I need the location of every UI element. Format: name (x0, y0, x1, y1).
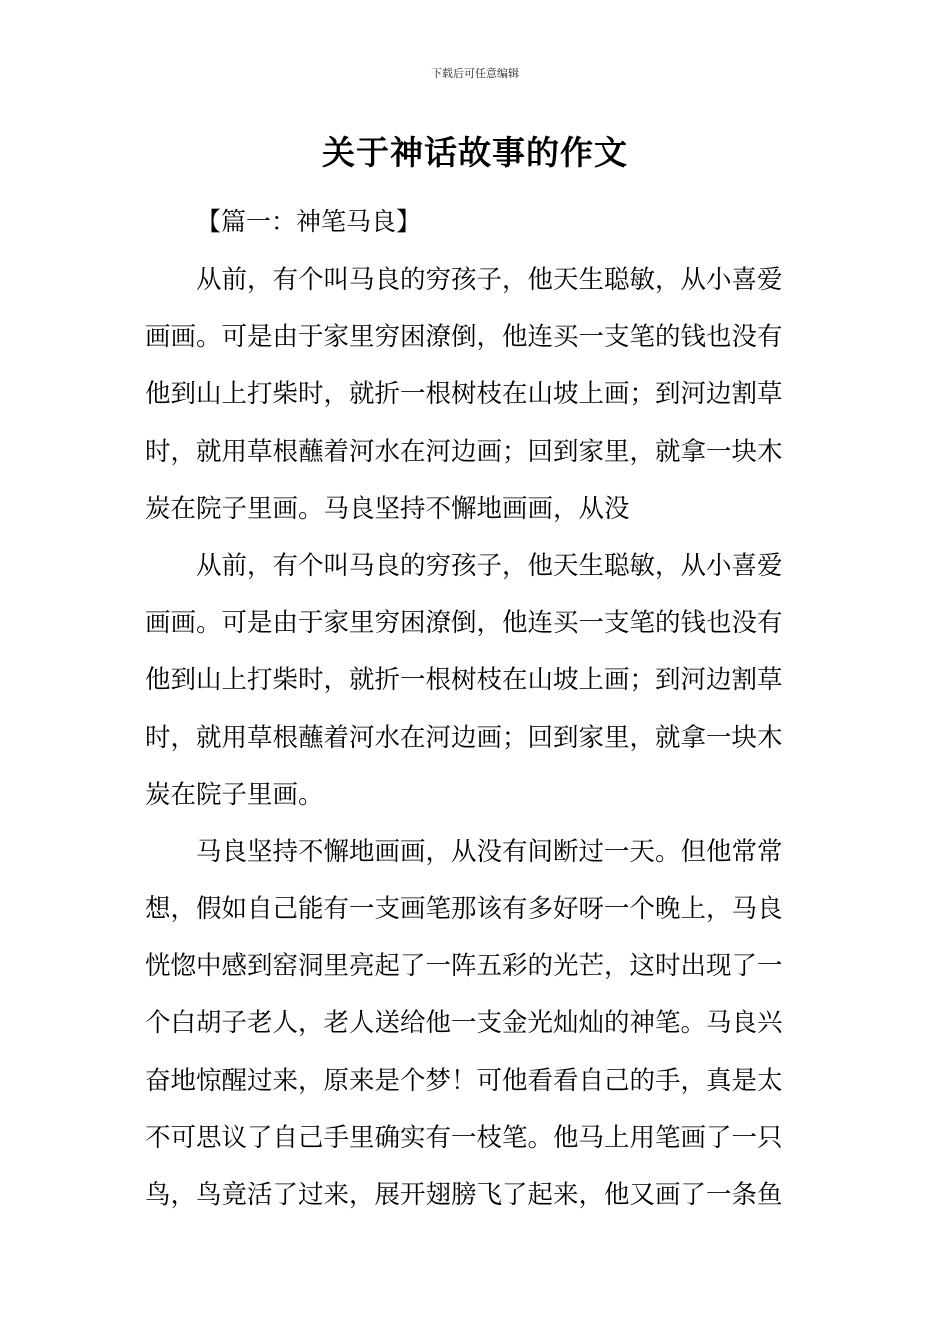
text-line: 他到山上打柴时，就折一根树枝在山坡上画；到河边割草 (145, 379, 783, 410)
text-line: 画画。可是由于家里穷困潦倒，他连买一支笔的钱也没有 (145, 322, 783, 353)
text-line: 想，假如自己能有一支画笔那该有多好呀一个晚上，马良 (145, 894, 783, 925)
text-line: 炭在院子里画。马良坚持不懈地画画，从没 (145, 493, 630, 524)
text-line: 画画。可是由于家里穷困潦倒，他连买一支笔的钱也没有 (145, 608, 783, 639)
text-line: 炭在院子里画。 (145, 779, 324, 810)
page-header-note: 下载后可任意编辑 (431, 67, 519, 80)
text-line: 时，就用草根蘸着河水在河边画；回到家里，就拿一块木 (145, 722, 783, 753)
text-line: 个白胡子老人，老人送给他一支金光灿灿的神笔。马良兴 (145, 1008, 783, 1039)
text-line: 恍惚中感到窑洞里亮起了一阵五彩的光芒，这时出现了一 (145, 951, 783, 982)
section-heading: 【篇一：神笔马良】 (196, 207, 422, 236)
text-line: 他到山上打柴时，就折一根树枝在山坡上画；到河边割草 (145, 665, 783, 696)
paragraph-3 (145, 824, 807, 1224)
document-title: 关于神话故事的作文 (322, 133, 628, 172)
text-line: 奋地惊醒过来，原来是个梦！可他看看自己的手，真是太 (145, 1065, 783, 1096)
text-line: 不可思议了自己手里确实有一枝笔。他马上用笔画了一只 (145, 1122, 783, 1153)
document-body (145, 252, 807, 1224)
paragraph-1 (145, 252, 807, 538)
text-line: 从前，有个叫马良的穷孩子，他天生聪敏，从小喜爱 (196, 265, 783, 295)
text-line: 鸟，鸟竟活了过来，展开翅膀飞了起来，他又画了一条鱼 (145, 1180, 783, 1210)
text-line: 马良坚持不懈地画画，从没有间断过一天。但他常常 (196, 836, 783, 867)
text-line: 时，就用草根蘸着河水在河边画；回到家里，就拿一块木 (145, 436, 783, 467)
paragraph-2 (145, 538, 807, 824)
text-line: 从前，有个叫马良的穷孩子，他天生聪敏，从小喜爱 (196, 550, 783, 581)
